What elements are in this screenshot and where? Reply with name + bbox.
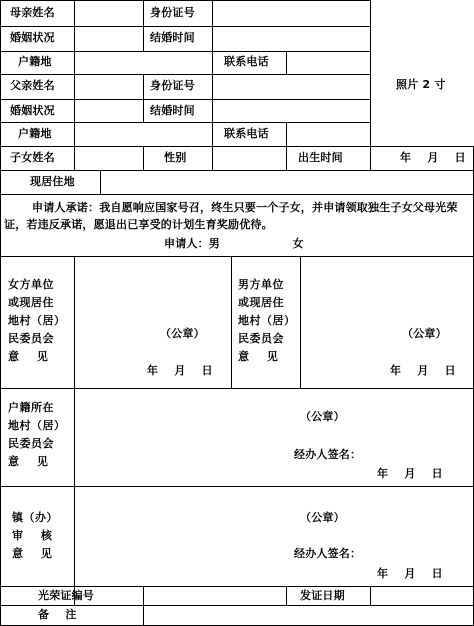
certificate-number-label: 光荣证编号 <box>38 589 94 602</box>
mother-household-label: 户籍地 <box>18 55 52 68</box>
household-handler-label: 经办人签名： <box>294 448 362 461</box>
photo-placeholder: 照片 2 寸 <box>396 78 446 91</box>
rule <box>0 0 370 1</box>
rule <box>0 388 474 389</box>
father-name-label: 父亲姓名 <box>10 79 55 92</box>
male-unit-date: 年 月 日 <box>390 364 456 377</box>
rule <box>300 256 301 388</box>
child-gender-label: 性别 <box>164 151 187 164</box>
rule <box>0 486 474 487</box>
mother-marriage-date-label: 结婚时间 <box>150 31 195 44</box>
father-phone-label: 联系电话 <box>224 127 269 140</box>
rule <box>0 170 474 171</box>
rule <box>74 256 75 606</box>
rule <box>212 146 213 170</box>
rule <box>286 586 287 606</box>
female-unit-date: 年 月 日 <box>147 364 213 377</box>
father-id-label: 身份证号 <box>150 79 195 92</box>
rule <box>0 0 1 626</box>
rule <box>143 586 144 626</box>
child-birth-date: 年 月 日 <box>400 151 466 164</box>
father-marital-label: 婚姻状况 <box>10 104 55 117</box>
address-label: 现居住地 <box>30 175 75 188</box>
rule <box>212 74 213 122</box>
applicant-line: 申请人：男 女 <box>164 237 304 250</box>
rule <box>0 586 474 587</box>
town-review-label: 镇（办） 审 核 意 见 <box>12 511 58 560</box>
town-seal: （公章） <box>300 511 345 524</box>
father-marriage-date-label: 结婚时间 <box>150 104 195 117</box>
household-seal: （公章） <box>300 410 345 423</box>
rule <box>212 122 213 146</box>
child-birth-label: 出生时间 <box>298 151 343 164</box>
rule <box>0 256 474 257</box>
town-handler-label: 经办人签名： <box>294 547 362 560</box>
rule <box>286 122 287 146</box>
rule <box>0 51 370 52</box>
town-date: 年 月 日 <box>377 567 443 580</box>
mother-name-label: 母亲姓名 <box>10 6 55 19</box>
rule <box>143 146 144 170</box>
household-committee-label: 户籍所在 地村（居） 民委员会 意 见 <box>8 401 66 468</box>
rule <box>0 194 474 195</box>
mother-phone-label: 联系电话 <box>224 55 269 68</box>
female-unit-opinion-label: 女方单位 或现居住 地村（居） 民委员会 意 见 <box>8 278 66 363</box>
rule <box>100 170 101 194</box>
mother-marital-label: 婚姻状况 <box>10 31 55 44</box>
rule <box>212 0 213 51</box>
rule <box>143 74 144 122</box>
rule <box>0 74 370 75</box>
remarks-label: 备 注 <box>38 608 77 621</box>
rule <box>231 256 232 388</box>
rule <box>0 146 474 147</box>
mother-id-label: 身份证号 <box>150 6 195 19</box>
household-date: 年 月 日 <box>377 467 443 480</box>
pledge-text: 申请人承诺：我自愿响应国家号召，终生只要一个子女，并申请领取独生子女父母光荣证，若违反承诺，愿退出已享受的计划生育奖励优待。 <box>4 201 458 231</box>
rule <box>286 146 287 170</box>
rule <box>0 122 370 123</box>
rule <box>74 0 75 170</box>
child-name-label: 子女姓名 <box>10 151 55 164</box>
rule <box>286 51 287 74</box>
female-unit-seal: （公章） <box>160 327 205 340</box>
rule <box>143 0 144 51</box>
issue-date-label: 发证日期 <box>300 589 345 602</box>
rule <box>370 0 371 170</box>
rule <box>0 99 370 100</box>
rule <box>0 26 370 27</box>
father-household-label: 户籍地 <box>18 127 52 140</box>
rule <box>370 586 371 606</box>
male-unit-opinion-label: 男方单位 或现居住 地村（居） 民委员会 意 见 <box>238 278 296 363</box>
male-unit-seal: （公章） <box>402 327 447 340</box>
rule <box>0 605 474 606</box>
rule <box>212 51 213 74</box>
